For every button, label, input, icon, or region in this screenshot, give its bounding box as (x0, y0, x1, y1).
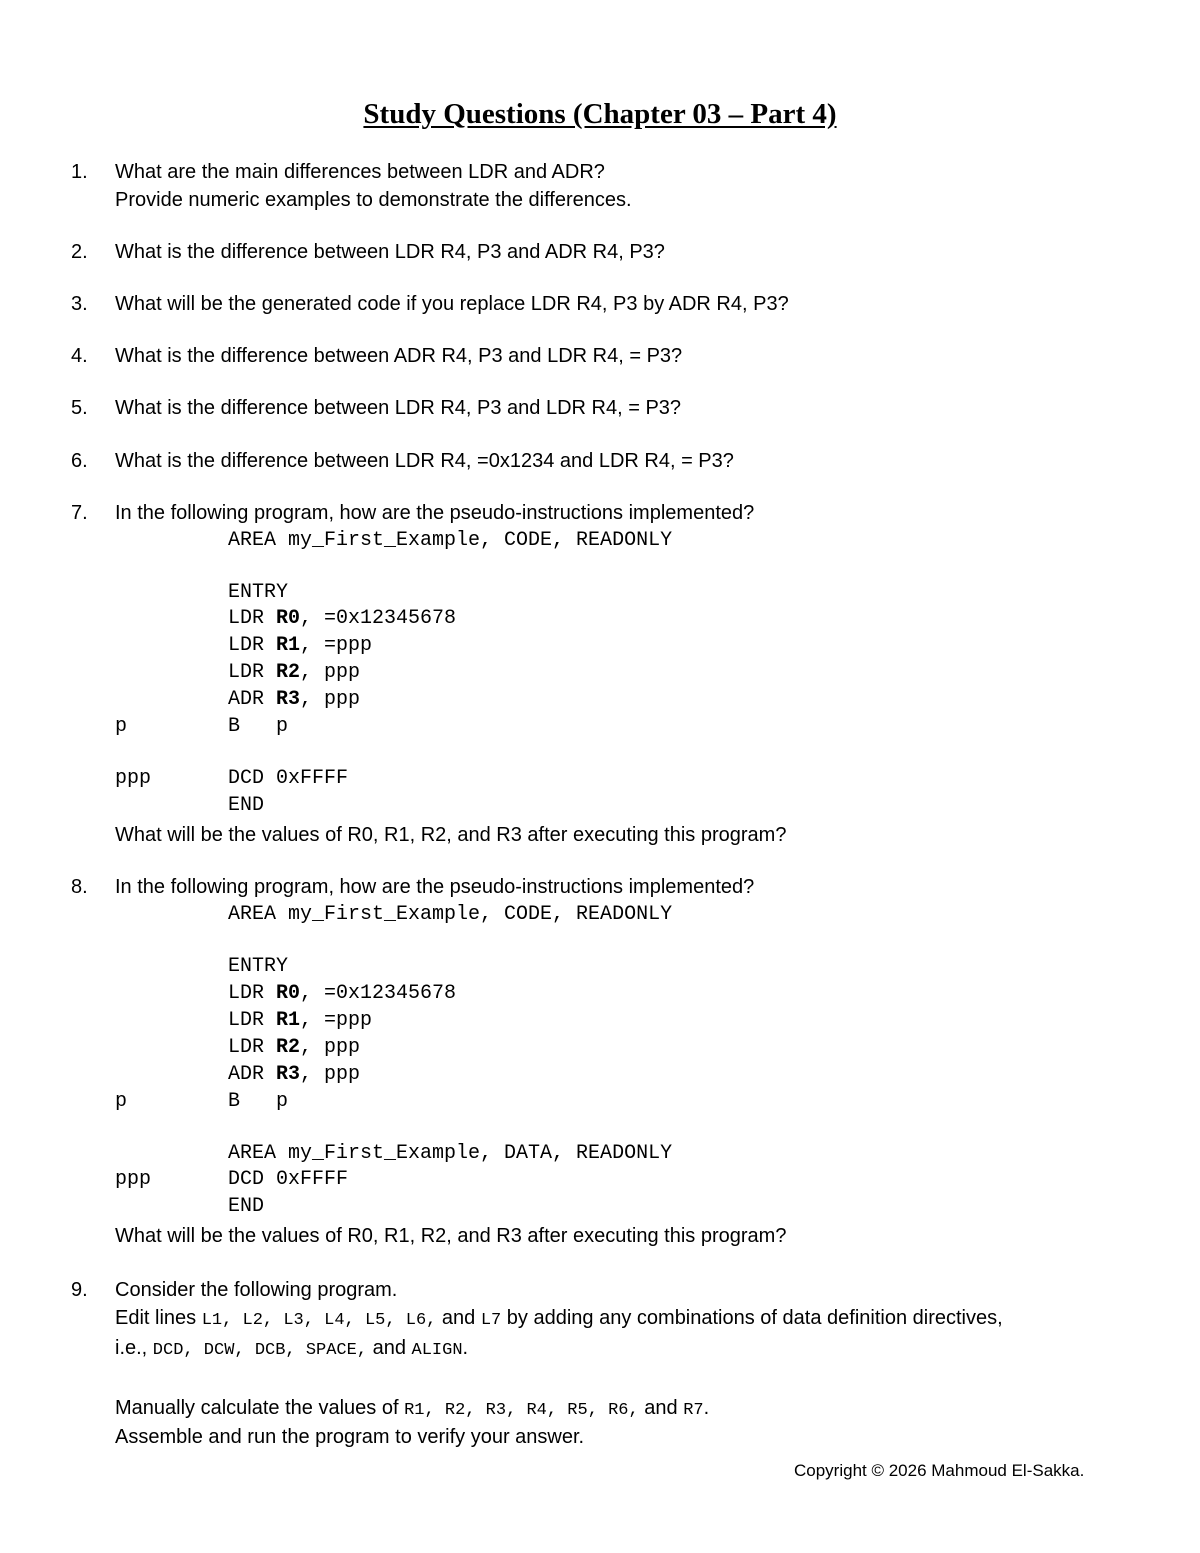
question-6-text: What is the difference between LDR R4, =0x1234 and LDR R4, = P3? (115, 450, 734, 472)
code-line: LDR R2, ppp (228, 661, 361, 684)
code-label: p (115, 1090, 128, 1113)
code-line: AREA my_First_Example, DATA, READONLY (228, 1142, 673, 1165)
code-line: ENTRY (228, 955, 289, 978)
question-2-text: What is the difference between LDR R4, P3 and ADR R4, P3? (115, 241, 665, 263)
code-line: ADR R3, ppp (228, 1063, 361, 1086)
code-line: AREA my_First_Example, CODE, READONLY (228, 903, 673, 926)
question-7-followup: What will be the values of R0, R1, R2, and R3 after executing this program? (115, 824, 787, 846)
code-line: ADR R3, ppp (228, 688, 361, 711)
question-8-followup: What will be the values of R0, R1, R2, and R3 after executing this program? (115, 1225, 787, 1247)
code-line: ENTRY (228, 581, 289, 604)
page-title: Study Questions (Chapter 03 – Part 4) (363, 98, 837, 130)
question-7-text: In the following program, how are the pseudo-instructions implemented? (115, 502, 755, 524)
code-line: LDR R2, ppp (228, 1036, 361, 1059)
question-9-edit-lines: Edit lines L1, L2, L3, L4, L5, L6, and L7 by adding any combinations of data definition directives, (115, 1307, 1003, 1330)
code-line: AREA my_First_Example, CODE, READONLY (228, 529, 673, 552)
question-9-verify: Assemble and run the program to verify your answer. (115, 1426, 585, 1448)
code-line: DCD 0xFFFF (228, 1168, 349, 1191)
question-1-number: 1. (71, 161, 88, 183)
code-line: B p (228, 715, 289, 738)
code-label: p (115, 715, 128, 738)
code-line: END (228, 1195, 265, 1218)
question-4-number: 4. (71, 345, 88, 367)
question-1-text: What are the main differences between LDR and ADR? (115, 161, 605, 183)
question-5-text: What is the difference between LDR R4, P3 and LDR R4, = P3? (115, 397, 682, 419)
code-line: LDR R0, =0x12345678 (228, 607, 457, 630)
code-line: DCD 0xFFFF (228, 767, 349, 790)
code-line: LDR R0, =0x12345678 (228, 982, 457, 1005)
question-9-directives: i.e., DCD, DCW, DCB, SPACE, and ALIGN. (115, 1337, 469, 1360)
question-9-text: Consider the following program. (115, 1279, 398, 1301)
question-1-text-line2: Provide numeric examples to demonstrate the differences. (115, 189, 632, 211)
code-label: ppp (115, 767, 152, 790)
question-3-number: 3. (71, 293, 88, 315)
question-9-number: 9. (71, 1279, 88, 1301)
question-9-calculate: Manually calculate the values of R1, R2, R3, R4, R5, R6, and R7. (115, 1397, 710, 1420)
question-8-number: 8. (71, 876, 88, 898)
question-8-text: In the following program, how are the pseudo-instructions implemented? (115, 876, 755, 898)
question-5-number: 5. (71, 397, 88, 419)
code-label: ppp (115, 1168, 152, 1191)
question-2-number: 2. (71, 241, 88, 263)
question-6-number: 6. (71, 450, 88, 472)
question-4-text: What is the difference between ADR R4, P3 and LDR R4, = P3? (115, 345, 683, 367)
question-3-text: What will be the generated code if you replace LDR R4, P3 by ADR R4, P3? (115, 293, 789, 315)
code-line: LDR R1, =ppp (228, 1009, 373, 1032)
code-line: END (228, 794, 265, 817)
code-line: LDR R1, =ppp (228, 634, 373, 657)
code-line: B p (228, 1090, 289, 1113)
copyright-notice: Copyright © 2026 Mahmoud El-Sakka. (794, 1461, 1085, 1480)
question-7-number: 7. (71, 502, 88, 524)
